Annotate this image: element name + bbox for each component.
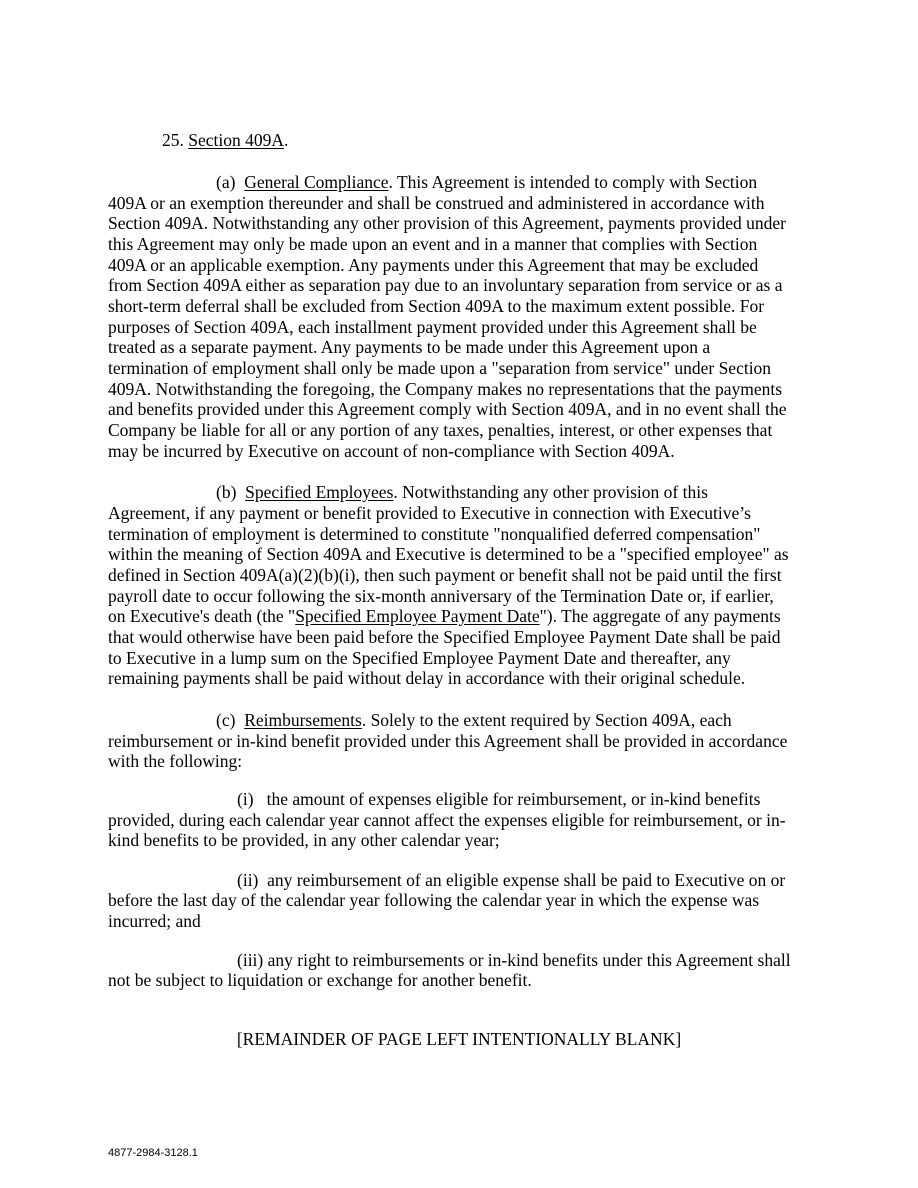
document-id: 4877-2984-3128.1 xyxy=(108,1147,198,1159)
para-b-label: (b) xyxy=(216,482,237,502)
item-iii-text: any right to reimbursements or in-kind benefits under this Agreement shall xyxy=(267,950,791,970)
defined-term: Specified Employee Payment Date xyxy=(295,606,540,626)
para-a-line: Company be liable for all or any portion of any taxes, penalties, interest, or other expenses that xyxy=(108,420,773,440)
item-i-text: the amount of expenses eligible for reimbursement, or in-kind benefits xyxy=(266,789,761,809)
item-iii-label: (iii) xyxy=(237,950,264,970)
item-iii-line: not be subject to liquidation or exchange for another benefit. xyxy=(108,970,532,990)
item-i-line: provided, during each calendar year cannot affect the expenses eligible for reimbursement, or in- xyxy=(108,810,786,830)
para-b-line: remaining payments shall be paid without delay in accordance with their original schedule. xyxy=(108,668,746,688)
para-b-line: that would otherwise have been paid before the Specified Employee Payment Date shall be paid xyxy=(108,627,781,647)
section-title: Section 409A xyxy=(188,130,285,150)
item-ii-line: incurred; and xyxy=(108,911,201,931)
para-a-label: (a) xyxy=(216,172,236,192)
item-ii-line-1 xyxy=(237,870,785,891)
para-a-line: and benefits provided under this Agreement comply with Section 409A, and in no event shall the xyxy=(108,399,787,419)
para-a-line: 409A. Notwithstanding the foregoing, the Company makes no representations that the payments xyxy=(108,379,783,399)
para-a-line: this Agreement may only be made upon an event and in a manner that complies with Section xyxy=(108,234,758,254)
para-a-text: . This Agreement is intended to comply with Section xyxy=(388,172,758,192)
item-ii-text: any reimbursement of an eligible expense shall be paid to Executive on or xyxy=(267,870,786,890)
para-b-line-1 xyxy=(216,482,708,503)
para-a-line: purposes of Section 409A, each installment payment provided under this Agreement shall be xyxy=(108,317,757,337)
para-b-line: defined in Section 409A(a)(2)(b)(i), then such payment or benefit shall not be paid until the first xyxy=(108,565,782,585)
item-i-label: (i) xyxy=(237,789,254,809)
para-c-text: . Solely to the extent required by Section 409A, each xyxy=(361,710,732,730)
para-b-line: termination of employment is determined to constitute "nonqualified deferred compensation" xyxy=(108,524,761,544)
para-c-heading: Reimbursements xyxy=(244,710,362,730)
section-title-suffix: . xyxy=(284,130,289,150)
item-i-line: kind benefits to be provided, in any other calendar year; xyxy=(108,830,500,850)
para-a-line: from Section 409A either as separation pay due to an involuntary separation from service or as a xyxy=(108,275,783,295)
para-c-line-1 xyxy=(216,710,732,731)
para-c-line: with the following: xyxy=(108,751,243,771)
para-a-heading: General Compliance xyxy=(244,172,389,192)
section-heading xyxy=(162,130,288,151)
item-ii-line: before the last day of the calendar year following the calendar year in which the expense was xyxy=(108,890,760,910)
para-a-line: treated as a separate payment. Any payments to be made under this Agreement upon a xyxy=(108,337,711,357)
item-iii-line-1 xyxy=(237,950,791,971)
para-b-line: Agreement, if any payment or benefit provided to Executive in connection with Executive’s xyxy=(108,503,751,523)
para-a-line: may be incurred by Executive on account of non-compliance with Section 409A. xyxy=(108,441,675,461)
para-b-text: . Notwithstanding any other provision of this xyxy=(393,482,708,502)
item-ii-label: (ii) xyxy=(237,870,259,890)
section-number: 25. xyxy=(162,130,184,150)
para-b-line: payroll date to occur following the six-month anniversary of the Termination Date or, if earlier, xyxy=(108,586,774,606)
para-a-line-1 xyxy=(216,172,757,193)
para-b-line: to Executive in a lump sum on the Specified Employee Payment Date and thereafter, any xyxy=(108,648,731,668)
item-i-line-1 xyxy=(237,789,760,810)
remainder-notice: [REMAINDER OF PAGE LEFT INTENTIONALLY BLANK] xyxy=(236,1029,682,1049)
para-c-line: reimbursement or in-kind benefit provided under this Agreement shall be provided in accordance xyxy=(108,731,788,751)
para-b-line-7-after: "). The aggregate of any payments xyxy=(539,606,781,626)
para-c-label: (c) xyxy=(216,710,236,730)
para-b-heading: Specified Employees xyxy=(245,482,394,502)
para-a-line: short-term deferral shall be excluded from Section 409A to the maximum extent possible. For xyxy=(108,296,765,316)
para-a-line: termination of employment shall only be made upon a "separation from service" under Section xyxy=(108,358,772,378)
para-a-line: Section 409A. Notwithstanding any other provision of this Agreement, payments provided under xyxy=(108,213,787,233)
para-b-line: within the meaning of Section 409A and Executive is determined to be a "specified employee" as xyxy=(108,544,789,564)
para-b-line-7 xyxy=(108,606,781,627)
para-b-line-7-before: on Executive's death (the " xyxy=(108,606,296,626)
para-a-line: 409A or an exemption thereunder and shall be construed and administered in accordance with xyxy=(108,193,765,213)
para-a-line: 409A or an applicable exemption. Any payments under this Agreement that may be excluded xyxy=(108,255,759,275)
